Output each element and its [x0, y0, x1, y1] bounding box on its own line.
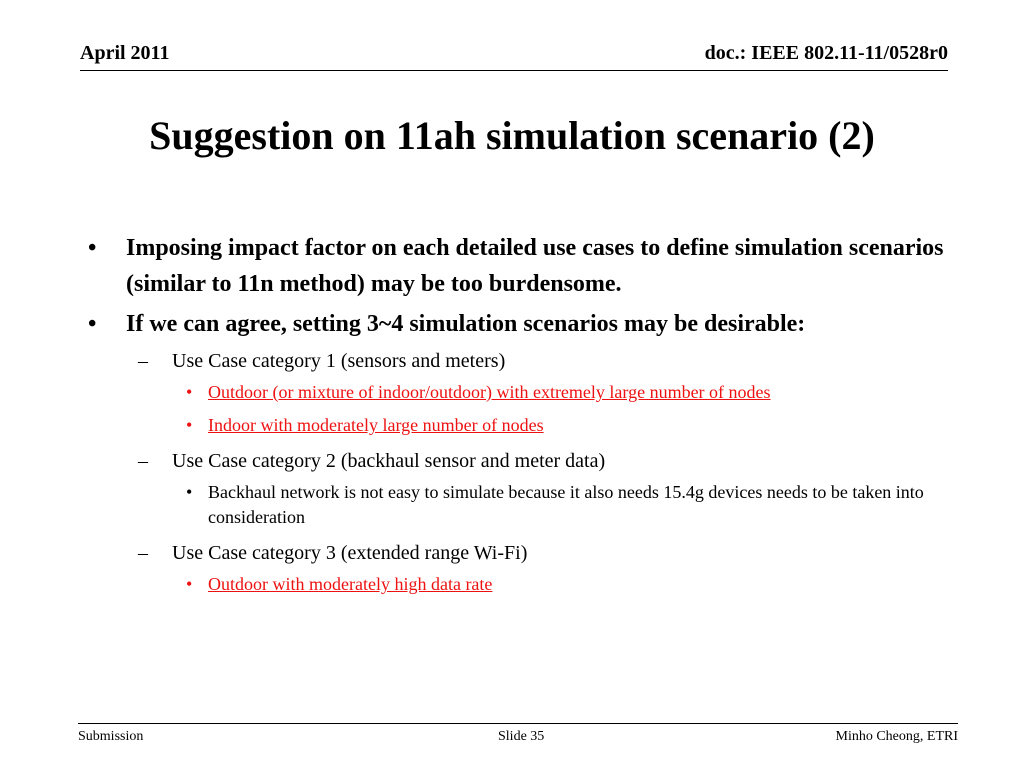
bullet-text: If we can agree, setting 3~4 simulation scenarios may be desirable: [126, 311, 806, 337]
bullet-icon: • [186, 382, 193, 402]
slide-header [80, 42, 948, 71]
bullet-icon: • [186, 574, 193, 594]
footer-submission: Submission [78, 729, 144, 744]
bullet-icon: • [88, 235, 97, 261]
sub-bullet-text: Use Case category 2 (backhaul sensor and meter data) [172, 450, 606, 472]
sub-bullet [82, 446, 962, 476]
sub-sub-bullet [82, 380, 962, 405]
slide-body [82, 230, 962, 605]
bullet-level1 [82, 306, 962, 342]
sub-sub-bullet [82, 413, 962, 438]
sub-sub-bullet-text: Indoor with moderately large number of nodes [208, 415, 544, 435]
header-doc-id: doc.: IEEE 802.11-11/0528r0 [704, 42, 948, 64]
sub-bullet-text: Use Case category 1 (sensors and meters) [172, 350, 506, 372]
dash-icon: – [138, 350, 148, 372]
bullet-icon: • [88, 311, 97, 337]
header-date: April 2011 [80, 42, 170, 64]
sub-bullet [82, 538, 962, 568]
sub-sub-bullet [82, 572, 962, 597]
sub-sub-bullet [82, 480, 962, 530]
sub-bullet [82, 346, 962, 376]
footer-slide-number: Slide 35 [498, 729, 545, 744]
sub-sub-bullet-text: Outdoor (or mixture of indoor/outdoor) with extremely large number of nodes [208, 382, 771, 402]
slide-title: Suggestion on 11ah simulation scenario (2) [149, 113, 875, 158]
bullet-icon: • [186, 415, 193, 435]
footer-author: Minho Cheong, ETRI [835, 729, 958, 744]
bullet-text: Imposing impact factor on each detailed use cases to define simulation scenarios (similar to 11n method) may be too burdensome. [126, 235, 944, 297]
slide-footer [78, 723, 958, 744]
bullet-level1 [82, 230, 962, 302]
sub-bullet-text: Use Case category 3 (extended range Wi-Fi) [172, 542, 528, 564]
dash-icon: – [138, 542, 148, 564]
sub-sub-bullet-text: Backhaul network is not easy to simulate because it also needs 15.4g devices needs to be taken into consideration [208, 482, 924, 527]
sub-sub-bullet-text: Outdoor with moderately high data rate [208, 574, 493, 594]
dash-icon: – [138, 450, 148, 472]
bullet-icon: • [186, 482, 193, 502]
